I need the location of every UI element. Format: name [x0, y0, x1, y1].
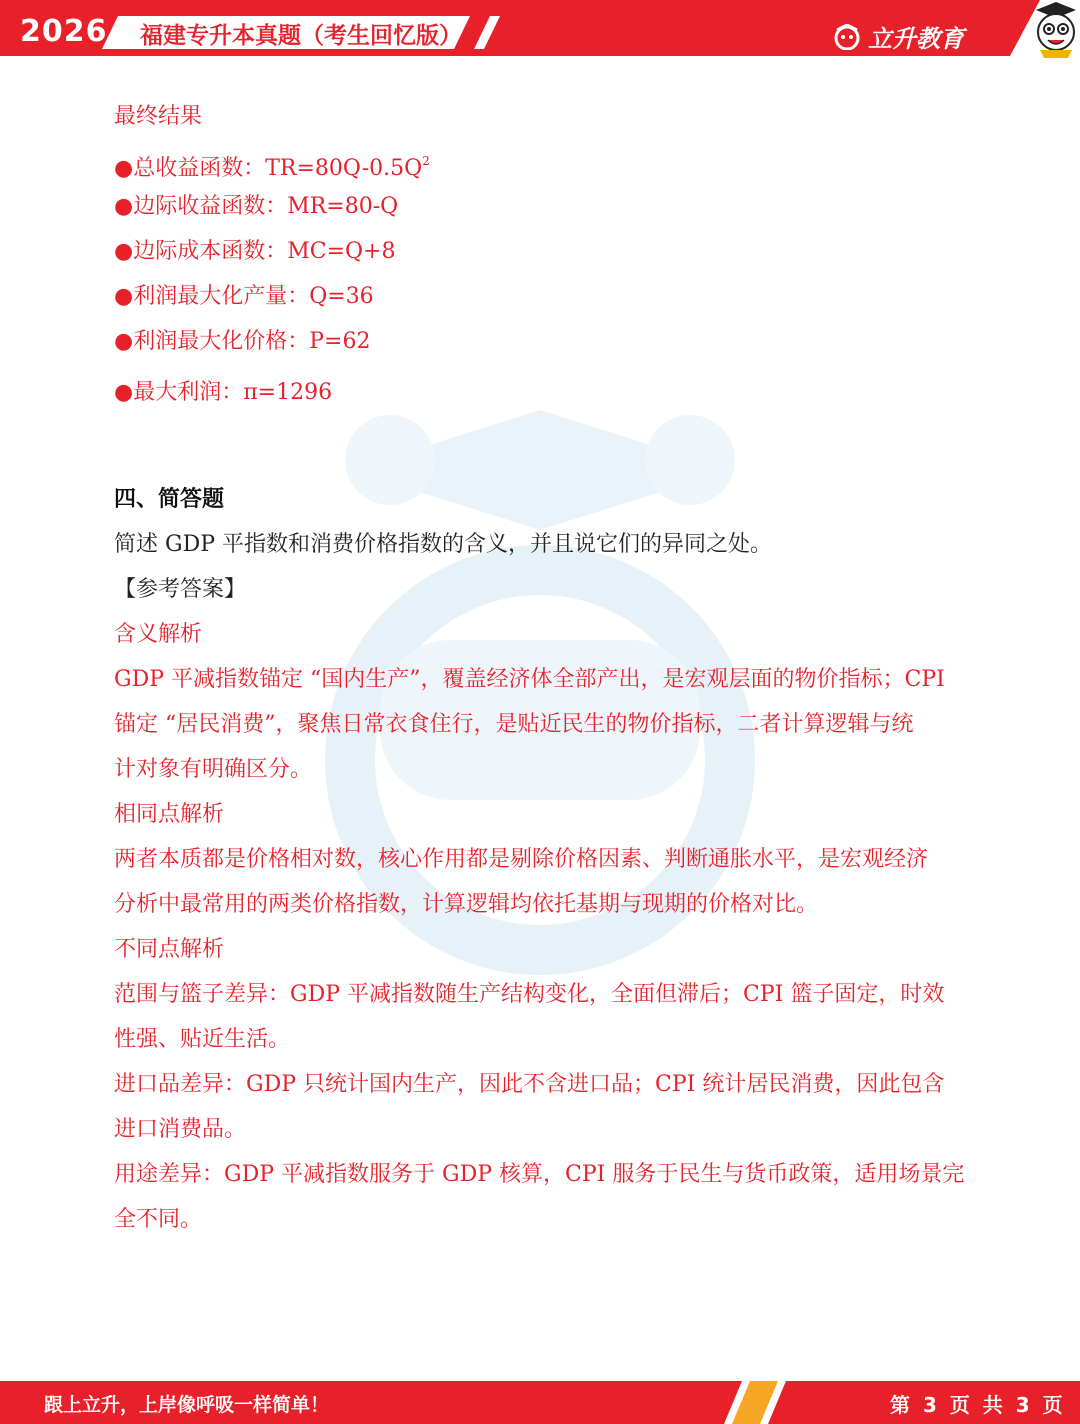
diff-line: 全不同。	[114, 1207, 203, 1232]
result-superscript: 2	[422, 154, 430, 168]
diff-line: 性强、贴近生活。	[114, 1027, 291, 1052]
brand-name: 立升教育	[868, 25, 964, 53]
result-item-max-profit	[114, 370, 974, 415]
result-item-optimal-price	[114, 319, 974, 364]
result-item-marginal-revenue	[114, 184, 974, 229]
question-text: 简述 GDP 平指数和消费价格指数的含义，并且说它们的异同之处。	[114, 532, 773, 557]
brand-face-icon	[832, 24, 862, 50]
result-item-optimal-quantity	[114, 274, 974, 319]
header-year: 2026	[20, 14, 108, 49]
result-formula: TR=80Q-0.5Q	[265, 156, 423, 181]
result-label: 利润最大化价格：	[133, 329, 310, 354]
page-number: 第 3 页 共 3 页	[890, 1393, 1066, 1417]
diff-line: 进口品差异：GDP 只统计国内生产，因此不含进口品；CPI 统计居民消费，因此包含	[114, 1072, 945, 1097]
same-heading: 相同点解析	[114, 802, 225, 827]
diff-line: 范围与篮子差异：GDP 平减指数随生产结构变化，全面但滞后；CPI 篮子固定，时效	[114, 982, 945, 1007]
diff-heading: 不同点解析	[114, 937, 225, 962]
footer-slogan: 跟上立升，上岸像呼吸一样简单！	[44, 1394, 330, 1416]
diff-line: 用途差异：GDP 平减指数服务于 GDP 核算，CPI 服务于民生与货币政策，适用场景完	[114, 1162, 965, 1187]
diff-line: 进口消费品。	[114, 1117, 247, 1142]
meaning-line: GDP 平减指数锚定 “国内生产”，覆盖经济体全部产出，是宏观层面的物价指标；CPI	[114, 667, 945, 692]
header-title: 福建专升本真题（考生回忆版）	[140, 23, 462, 49]
result-label: 利润最大化产量：	[133, 284, 310, 309]
document-body	[114, 94, 974, 1242]
result-item-total-revenue	[114, 139, 974, 184]
result-formula: MC=Q+8	[287, 239, 396, 264]
answer-label: 【参考答案】	[114, 577, 247, 602]
meaning-heading: 含义解析	[114, 622, 203, 647]
mascot-icon	[1022, 0, 1080, 58]
same-line: 分析中最常用的两类价格指数，计算逻辑均依托基期与现期的价格对比。	[114, 892, 819, 917]
result-label: 总收益函数：	[133, 156, 266, 181]
page-footer	[0, 1381, 1080, 1424]
brand-logo	[832, 19, 964, 54]
same-line: 两者本质都是价格相对数，核心作用都是剔除价格因素、判断通胀水平，是宏观经济	[114, 847, 929, 872]
result-formula: Q=36	[309, 284, 374, 309]
page-header	[0, 0, 1080, 58]
meaning-line: 锚定 “居民消费”，聚焦日常衣食住行，是贴近民生的物价指标，二者计算逻辑与统	[114, 712, 914, 737]
results-heading: 最终结果	[114, 104, 203, 129]
result-label: 边际收益函数：	[133, 194, 288, 219]
section-title: 四、简答题	[114, 487, 225, 512]
result-item-marginal-cost	[114, 229, 974, 274]
result-label: 边际成本函数：	[133, 239, 288, 264]
meaning-line: 计对象有明确区分。	[114, 757, 313, 782]
result-formula: MR=80-Q	[287, 194, 399, 219]
result-formula: π=1296	[243, 380, 333, 405]
result-formula: P=62	[309, 329, 371, 354]
result-label: 最大利润：	[133, 380, 244, 405]
